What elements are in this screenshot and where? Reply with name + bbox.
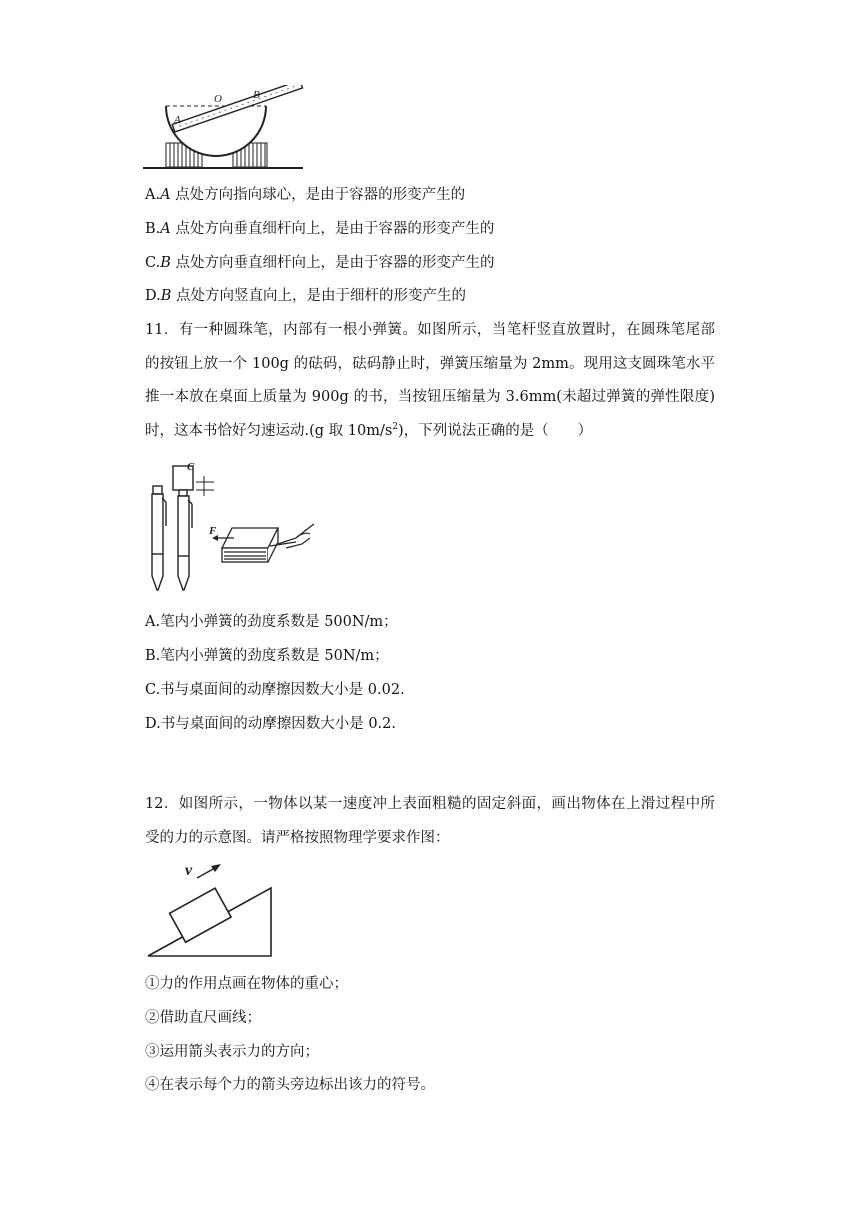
q11-option-d: D.书与桌面间的动摩擦因数大小是 0.2. <box>145 716 396 732</box>
q10-option-b: B.A 点处方向垂直细杆向上，是由于容器的形变产生的 <box>145 221 495 237</box>
q10-option-d: D.B 点处方向竖直向上，是由于细杆的形变产生的 <box>145 288 466 304</box>
q12-requirement-3: ③运用箭头表示力的方向； <box>145 1044 319 1060</box>
q12-stem: 12．如图所示，一物体以某一速度冲上表面粗糙的固定斜面，画出物体在上滑过程中所 受的力的示意图。请严格按照物理学要求作图： <box>145 796 715 846</box>
point-a-label: A <box>174 114 181 126</box>
force-f-label: F <box>209 525 217 537</box>
q11-stem: 11．有一种圆珠笔，内部有一根小弹簧。如图所示，当笔杆竖直放置时，在圆珠笔尾部 的按钮上放一个 100g 的砝码，砝码静止时，弹簧压缩量为 2mm。现用这支圆珠笔水平 推一本放在桌面上质量为 900g 的书，当按钮压缩量为 3.6mm(未超过弹簧的弹性限度) 时，这本书恰好匀速运动.(g 取 $10m/s^2$)，下列说法正确的是（ ） <box>145 322 715 440</box>
q12-requirement-4: ④在表示每个力的箭头旁边标出该力的符号。 <box>145 1077 435 1093</box>
q10-option-a: A.A 点处方向指向球心，是由于容器的形变产生的 <box>145 187 466 203</box>
q12-requirement-2: ②借助直尺画线； <box>145 1010 261 1026</box>
bowl-rod-figure <box>140 85 315 171</box>
velocity-v-label: v <box>185 862 193 879</box>
point-o-label: O <box>214 93 222 105</box>
q11-option-a: A.笔内小弹簧的劲度系数是 500N/m； <box>145 614 398 630</box>
pen-spring-figure <box>146 458 326 592</box>
q10-option-c: C.B 点处方向垂直细杆向上，是由于容器的形变产生的 <box>145 255 495 271</box>
incline-block-figure <box>145 858 280 958</box>
q12-requirement-1: ①力的作用点画在物体的重心； <box>145 976 348 992</box>
weight-c-label: C <box>187 461 195 473</box>
point-b-label: B <box>253 89 260 101</box>
q11-option-c: C.书与桌面间的动摩擦因数大小是 0.02. <box>145 682 405 698</box>
q11-option-b: B.笔内小弹簧的劲度系数是 50N/m； <box>145 648 389 664</box>
